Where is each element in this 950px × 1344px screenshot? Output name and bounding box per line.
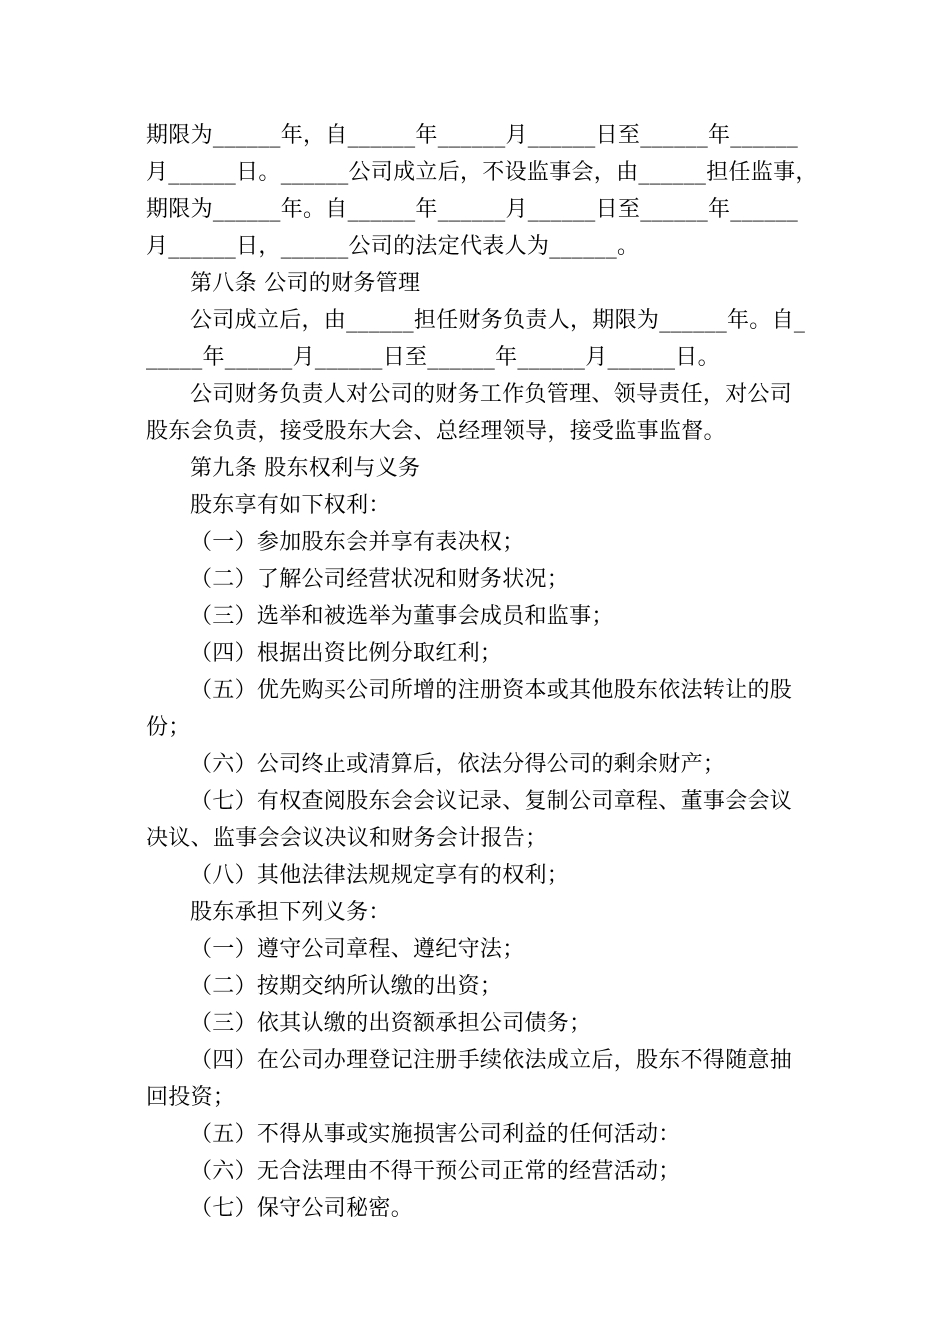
list-item-continuation: 回投资； xyxy=(146,1085,236,1110)
text-line: 期限为______年，自______年______月______日至______年______ xyxy=(146,123,799,148)
text-line: 公司成立后，由______担任财务负责人，期限为______年。自_ xyxy=(190,308,806,333)
list-item: （一）参加股东会并享有表决权； xyxy=(190,530,525,555)
list-item: （二）按期交纳所认缴的出资； xyxy=(190,974,503,999)
list-item-continuation: 份； xyxy=(146,715,191,740)
text-line: 期限为______年。自______年______月______日至______年______ xyxy=(146,197,799,222)
document-page xyxy=(146,117,818,1227)
list-item: （二）了解公司经营状况和财务状况； xyxy=(190,567,570,592)
obligations-intro: 股东承担下列义务： xyxy=(190,900,391,925)
list-item: （五）优先购买公司所增的注册资本或其他股东依法转让的股 xyxy=(190,678,793,703)
section-heading-article-8: 第八条 公司的财务管理 xyxy=(190,271,421,296)
list-item: （一）遵守公司章程、遵纪守法； xyxy=(190,937,525,962)
list-item: （七）保守公司秘密。 xyxy=(190,1196,414,1221)
list-item: （三）选举和被选举为董事会成员和监事； xyxy=(190,604,614,629)
list-item: （六）无合法理由不得干预公司正常的经营活动； xyxy=(190,1159,681,1184)
list-item: （三）依其认缴的出资额承担公司债务； xyxy=(190,1011,592,1036)
list-item: （四）在公司办理登记注册手续依法成立后，股东不得随意抽 xyxy=(190,1048,793,1073)
text-line: 股东会负责，接受股东大会、总经理领导，接受监事监督。 xyxy=(146,419,726,444)
text-line: _____年______月______日至______年______月______日。 xyxy=(146,345,720,370)
list-item: （五）不得从事或实施损害公司利益的任何活动： xyxy=(190,1122,681,1147)
list-item: （四）根据出资比例分取红利； xyxy=(190,641,503,666)
list-item: （八）其他法律法规规定享有的权利； xyxy=(190,863,570,888)
list-item: （六）公司终止或清算后，依法分得公司的剩余财产； xyxy=(190,752,726,777)
list-item: （七）有权查阅股东会会议记录、复制公司章程、董事会会议 xyxy=(190,789,793,814)
text-line: 月______日，______公司的法定代表人为______。 xyxy=(146,234,640,259)
text-line: 公司财务负责人对公司的财务工作负管理、领导责任，对公司 xyxy=(190,382,793,407)
list-item-continuation: 决议、监事会会议决议和财务会计报告； xyxy=(146,826,548,851)
rights-intro: 股东享有如下权利： xyxy=(190,493,391,518)
section-heading-article-9: 第九条 股东权利与义务 xyxy=(190,456,421,481)
text-line: 月______日。______公司成立后，不设监事会，由______担任监事， xyxy=(146,160,818,185)
